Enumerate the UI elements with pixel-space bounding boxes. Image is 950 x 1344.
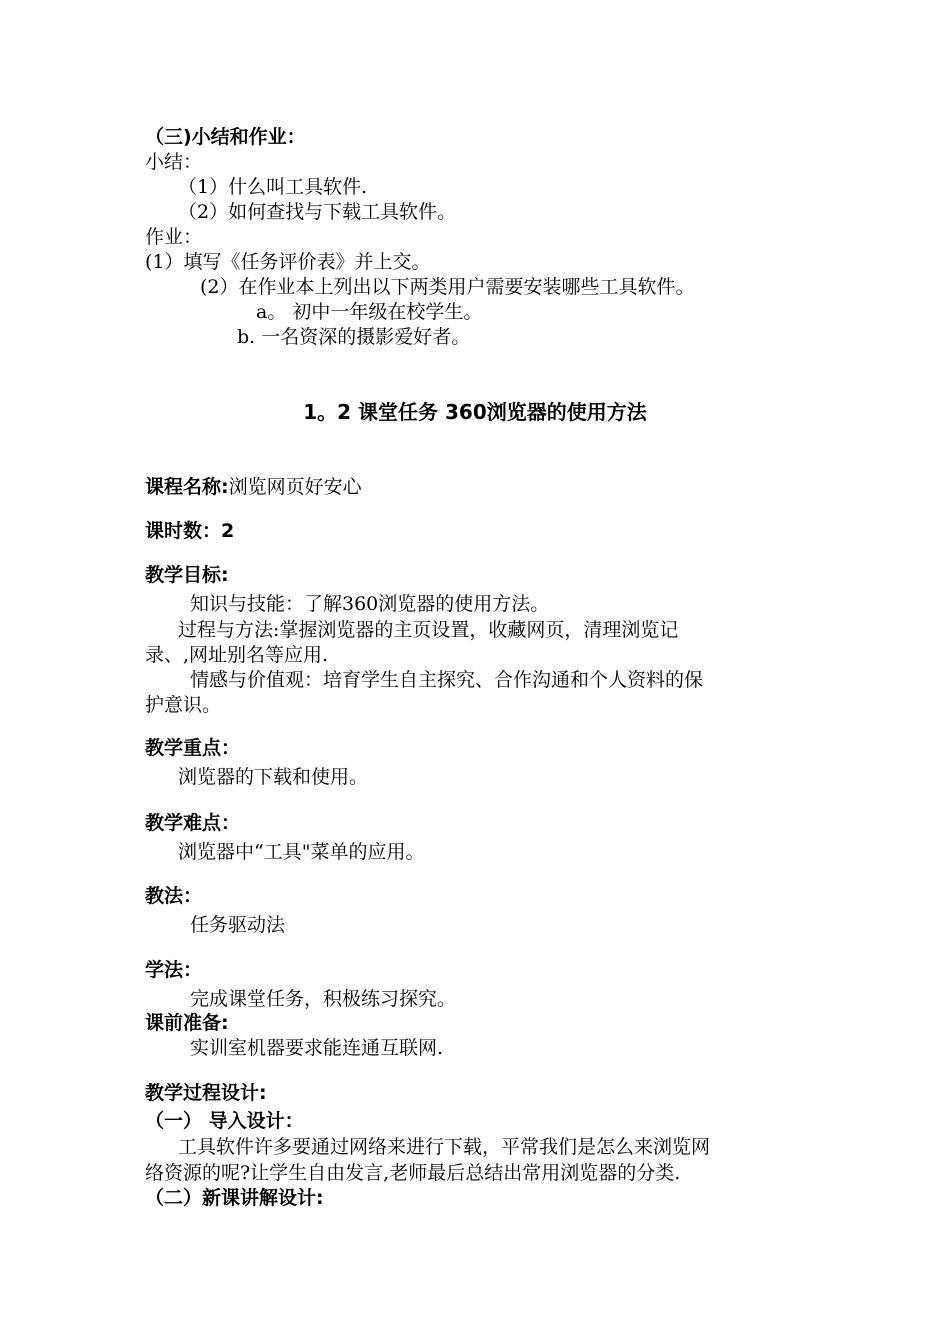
lesson-title: 1。2 课堂任务 360浏览器的使用方法	[303, 400, 647, 424]
goal-process-line2: 录、,网址别名等应用.	[145, 644, 329, 666]
part1-text-line1: 工具软件许多要通过网络来进行下载，平常我们是怎么来浏览网	[178, 1136, 711, 1158]
course-name-value: 浏览网页好安心	[228, 476, 362, 498]
preparation-label: 课前准备:	[145, 1012, 229, 1034]
summary-item: （2）如何查找与下载工具软件。	[178, 201, 457, 223]
course-name	[145, 475, 362, 499]
class-hours	[145, 519, 234, 543]
goal-process-line1: 过程与方法:掌握浏览器的主页设置，收藏网页，清理浏览记	[178, 619, 679, 641]
key-points-value: 浏览器的下载和使用。	[178, 766, 369, 788]
class-hours-value: 2	[221, 520, 235, 542]
part1-heading: （一） 导入设计：	[145, 1110, 304, 1132]
goal-emotion-line1: 情感与价值观：培育学生自主探究、合作沟通和个人资料的保	[190, 669, 704, 691]
summary-label: 小结：	[145, 151, 203, 173]
difficulties-value: 浏览器中“工具"菜单的应用。	[178, 841, 425, 863]
homework-item-2a: a。 初中一年级在校学生。	[256, 301, 483, 323]
learning-method-value: 完成课堂任务，积极练习探究。	[190, 988, 457, 1010]
course-name-label: 课程名称:	[145, 476, 229, 498]
key-points-label: 教学重点：	[145, 737, 241, 759]
preparation-value: 实训室机器要求能连通互联网.	[190, 1037, 444, 1059]
learning-method-label: 学法：	[145, 959, 203, 981]
section3-heading: （三)小结和作业：	[145, 126, 306, 148]
goal-knowledge: 知识与技能：了解360浏览器的使用方法。	[190, 593, 550, 615]
summary-item: （1）什么叫工具软件.	[178, 176, 368, 198]
homework-item-2b: b. 一名资深的摄影爱好者。	[237, 326, 471, 348]
goals-label: 教学目标:	[145, 564, 229, 586]
homework-item-1: (1）填写《任务评价表》并上交。	[145, 251, 431, 273]
homework-label: 作业：	[145, 226, 203, 248]
process-design-label: 教学过程设计:	[145, 1082, 267, 1104]
homework-item-2: (2）在作业本上列出以下两类用户需要安装哪些工具软件。	[200, 276, 695, 298]
goal-emotion-line2: 护意识。	[145, 694, 222, 716]
class-hours-label: 课时数：	[145, 520, 222, 542]
part2-heading: （二）新课讲解设计:	[145, 1187, 324, 1209]
part1-text-line2: 络资源的呢?让学生自由发言,老师最后总结出常用浏览器的分类.	[145, 1162, 681, 1184]
difficulties-label: 教学难点：	[145, 812, 241, 834]
teaching-method-label: 教法：	[145, 885, 203, 907]
teaching-method-value: 任务驱动法	[190, 914, 286, 936]
